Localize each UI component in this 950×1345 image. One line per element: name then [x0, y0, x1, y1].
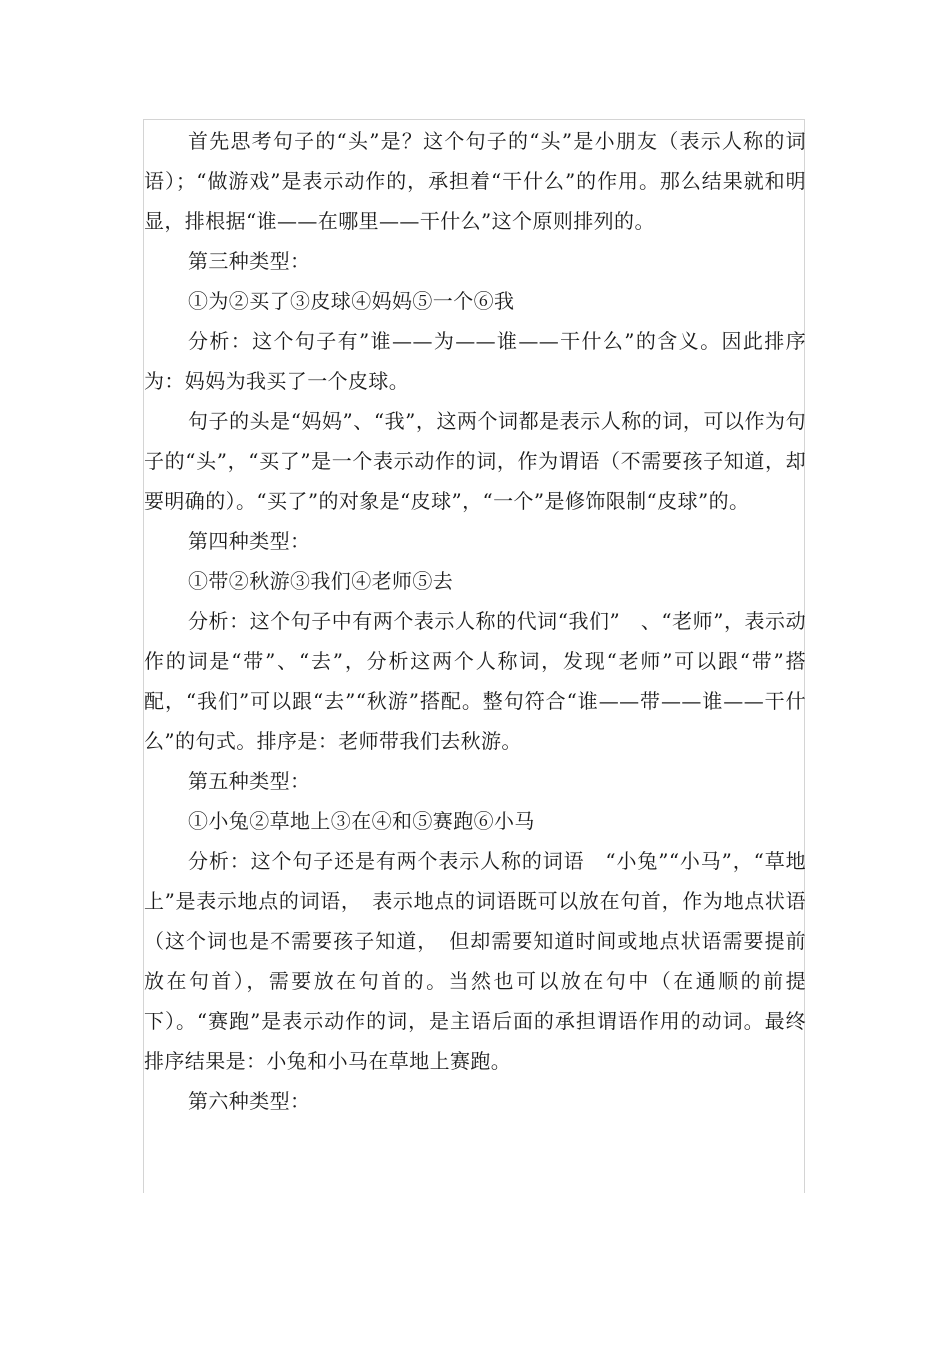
explanation-type-three: 句子的头是“妈妈”、“我”，这两个词都是表示人称的词，可以作为句子的“头”，“买了”是一个表示动作的词，作为谓语（不需要孩子知道，却要明确的）。“买了”的对象是“皮球”，“一个”是修饰限制“皮球”的。 — [144, 409, 806, 513]
paragraph-head-analysis: 首先思考句子的“头”是？这个句子的“头”是小朋友（表示人称的词语）；“做游戏”是表示动作的，承担着“干什么”的作用。那么结果就和明显，排根据“谁——在哪里——干什么”这个原则排列的。 — [144, 129, 806, 233]
heading-type-five: 第五种类型： — [188, 769, 311, 793]
words-type-five: ①小兔②草地上③在④和⑤赛跑⑥小马 — [188, 809, 535, 833]
heading-type-six: 第六种类型： — [188, 1089, 311, 1113]
heading-type-four: 第四种类型： — [188, 529, 311, 553]
analysis-type-four: 分析：这个句子中有两个表示人称的代词“我们” 、“老师”，表示动作的词是“带”、“去”，分析这两个人称词，发现“老师”可以跟“带”搭配，“我们”可以跟“去”“秋游”搭配。整句符合“谁——带——谁——干什么”的句式。排序是：老师带我们去秋游。 — [144, 609, 806, 753]
analysis-type-three: 分析：这个句子有”谁——为——谁——干什么”的含义。因此排序为：妈妈为我买了一个皮球。 — [144, 329, 806, 393]
heading-type-three: 第三种类型： — [188, 249, 311, 273]
analysis-type-five: 分析：这个句子还是有两个表示人称的词语 “小兔”“小马”，“草地上”是表示地点的词语， 表示地点的词语既可以放在句首，作为地点状语（这个词也是不需要孩子知道， 但却需要知道时间或地点状语需要提前放在句首），需要放在句首的。当然也可以放在句中（在通顺的前提下）。“赛跑”是表示动作的词，是主语后面的承担谓语作用的动词。最终排序结果是：小兔和小马在草地上赛跑。 — [144, 849, 806, 1073]
words-type-four: ①带②秋游③我们④老师⑤去 — [188, 569, 454, 593]
words-type-three: ①为②买了③皮球④妈妈⑤一个⑥我 — [188, 289, 515, 313]
document-body — [144, 121, 806, 1121]
